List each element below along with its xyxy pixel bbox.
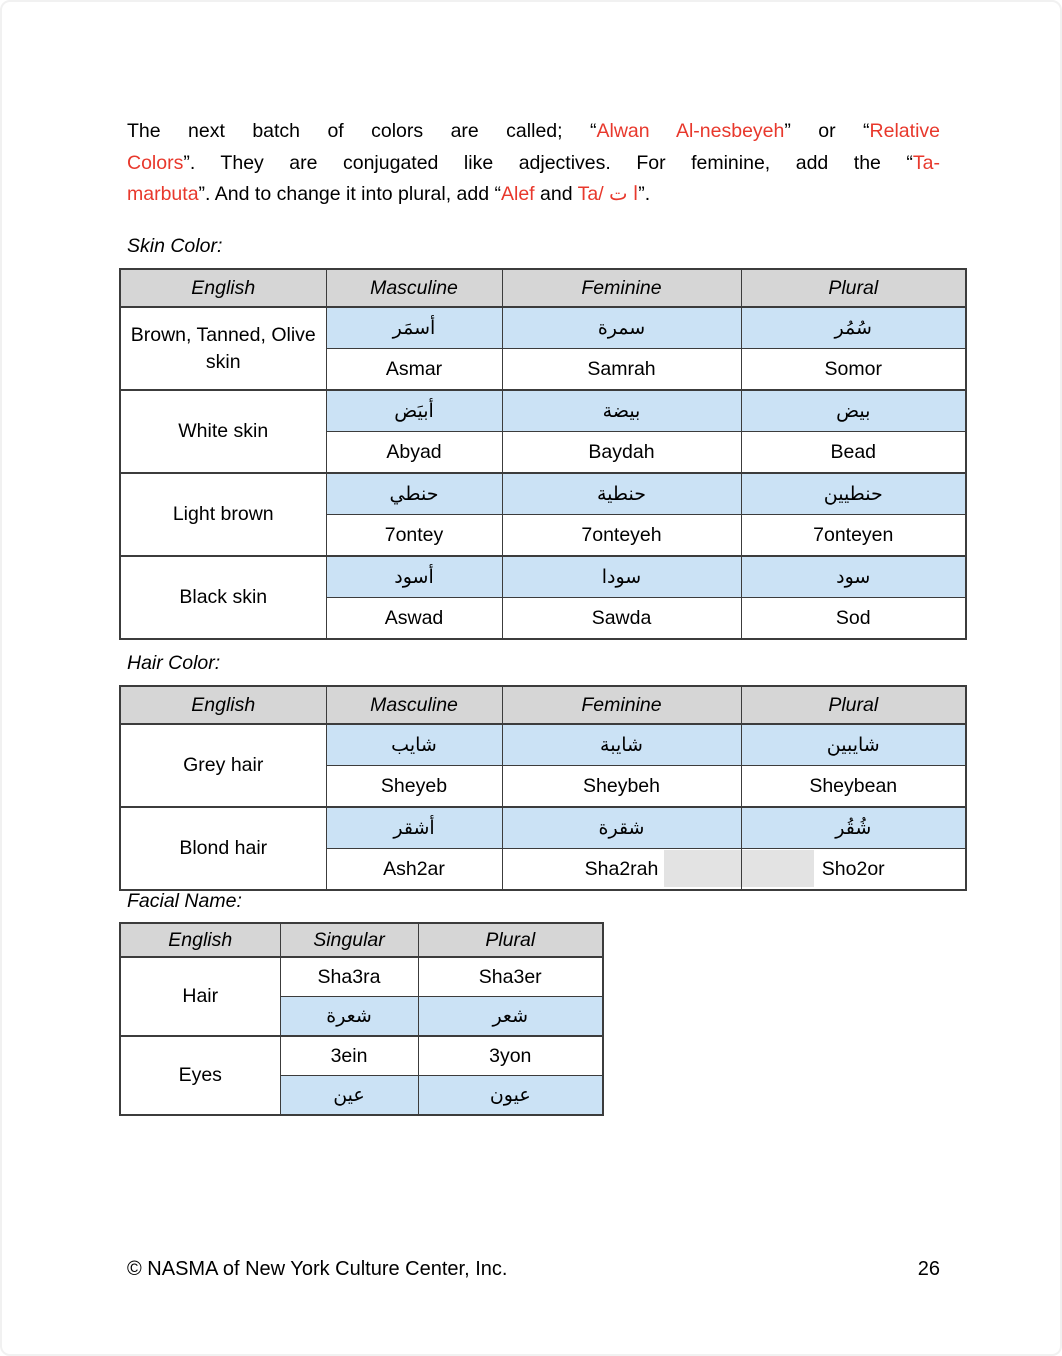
- highlighted-term: Alef: [501, 183, 535, 205]
- highlighted-term: Ta-: [912, 151, 940, 174]
- highlighted-term: Alwan Al-nesbeyeh: [596, 120, 785, 142]
- table-row: [120, 807, 966, 849]
- cell-translit: Sod: [741, 598, 966, 640]
- cell-arabic: حنطيين: [741, 473, 966, 515]
- cell-translit: 3ein: [280, 1036, 418, 1076]
- paragraph-text: and: [534, 183, 578, 205]
- highlighted-term: Ta/ ا ت: [577, 183, 639, 205]
- highlighted-term: marbuta: [127, 183, 199, 205]
- paragraph-text: ” or “: [784, 120, 870, 142]
- footer-page-number: 26: [917, 1258, 940, 1280]
- paragraph-line: [127, 179, 940, 211]
- cell-translit: Sheybean: [741, 766, 966, 808]
- paragraph-text: ”.: [638, 183, 651, 205]
- column-header-singular: Singular: [280, 923, 418, 957]
- cell-arabic: شُقُر: [741, 807, 966, 849]
- cell-arabic: بيض: [741, 390, 966, 432]
- cell-arabic: حنطية: [502, 473, 741, 515]
- cell-translit: 7onteyeh: [502, 515, 741, 557]
- paragraph-text: ”. They are conjugated like adjectives. For feminine, add the “: [183, 151, 913, 174]
- cell-arabic: سمرة: [502, 307, 741, 349]
- table-row: [120, 556, 966, 598]
- cell-english: White skin: [120, 390, 326, 473]
- paragraph-line: [127, 116, 940, 148]
- table-row: [120, 473, 966, 515]
- cell-translit: 7onteyen: [741, 515, 966, 557]
- cell-english: Hair: [120, 957, 280, 1036]
- cell-translit: [741, 849, 966, 891]
- cell-translit: Samrah: [502, 349, 741, 391]
- table-row: [120, 1036, 603, 1076]
- cell-translit: Sheyeb: [326, 766, 502, 808]
- paragraph-text: ”. And to change it into plural, add “: [198, 183, 501, 205]
- highlighted-term: Relative: [869, 120, 940, 142]
- facial-name-label: Facial Name:: [127, 890, 242, 912]
- cell-arabic: شعرة: [280, 997, 418, 1037]
- table-row: [120, 390, 966, 432]
- column-header-plural: Plural: [741, 686, 966, 724]
- cell-translit-text: Sho2or: [821, 857, 885, 880]
- column-header-feminine: Feminine: [502, 686, 741, 724]
- hair-color-table: [119, 685, 967, 891]
- cell-translit: Ash2ar: [326, 849, 502, 891]
- cell-translit: 7ontey: [326, 515, 502, 557]
- cell-translit: Asmar: [326, 349, 502, 391]
- cell-translit: Sheybeh: [502, 766, 741, 808]
- table-header-row: [120, 923, 603, 957]
- cell-arabic: شقرة: [502, 807, 741, 849]
- cell-english: Eyes: [120, 1036, 280, 1115]
- cell-translit-text: Sha2rah: [584, 857, 659, 880]
- table-row: [120, 307, 966, 349]
- cell-english: Black skin: [120, 556, 326, 639]
- cell-arabic: أشقر: [326, 807, 502, 849]
- column-header-english: English: [120, 686, 326, 724]
- column-header-masculine: Masculine: [326, 686, 502, 724]
- cell-arabic: عيون: [418, 1076, 603, 1116]
- cell-translit: Sha3ra: [280, 957, 418, 997]
- table-header-row: [120, 686, 966, 724]
- facial-name-table: [119, 922, 604, 1116]
- cell-arabic: أسود: [326, 556, 502, 598]
- paragraph-line: [127, 148, 940, 180]
- column-header-plural: Plural: [418, 923, 603, 957]
- footer-copyright: © NASMA of New York Culture Center, Inc.: [127, 1258, 508, 1280]
- column-header-feminine: Feminine: [502, 269, 741, 307]
- page-footer: [127, 1258, 940, 1281]
- cell-english: Light brown: [120, 473, 326, 556]
- column-header-english: English: [120, 269, 326, 307]
- highlighted-term: Colors: [127, 151, 184, 174]
- hair-color-label: Hair Color:: [127, 652, 221, 674]
- cell-translit: Sha3er: [418, 957, 603, 997]
- cell-arabic: أسمَر: [326, 307, 502, 349]
- cell-arabic: سُمُر: [741, 307, 966, 349]
- cell-arabic: شعر: [418, 997, 603, 1037]
- highlight-block: [664, 850, 741, 887]
- highlight-block: [742, 850, 814, 887]
- cell-translit: [502, 849, 741, 891]
- skin-color-label: Skin Color:: [127, 235, 223, 257]
- cell-arabic: أبيَض: [326, 390, 502, 432]
- cell-arabic: شايب: [326, 724, 502, 766]
- table-row: [120, 957, 603, 997]
- column-header-masculine: Masculine: [326, 269, 502, 307]
- cell-arabic: حنطي: [326, 473, 502, 515]
- table-header-row: [120, 269, 966, 307]
- cell-translit: Baydah: [502, 432, 741, 474]
- cell-arabic: سود: [741, 556, 966, 598]
- skin-color-table: [119, 268, 967, 640]
- cell-arabic: شايبين: [741, 724, 966, 766]
- intro-paragraph: [127, 116, 940, 211]
- cell-english: Brown, Tanned, Olive skin: [120, 307, 326, 390]
- cell-translit: 3yon: [418, 1036, 603, 1076]
- cell-translit: Abyad: [326, 432, 502, 474]
- cell-translit: Bead: [741, 432, 966, 474]
- cell-arabic: عين: [280, 1076, 418, 1116]
- cell-translit: Somor: [741, 349, 966, 391]
- cell-arabic: سودا: [502, 556, 741, 598]
- cell-translit: Sawda: [502, 598, 741, 640]
- column-header-english: English: [120, 923, 280, 957]
- cell-translit: Aswad: [326, 598, 502, 640]
- column-header-plural: Plural: [741, 269, 966, 307]
- cell-english: Grey hair: [120, 724, 326, 807]
- cell-arabic: بيضة: [502, 390, 741, 432]
- table-row: [120, 724, 966, 766]
- cell-english: Blond hair: [120, 807, 326, 890]
- paragraph-text: The next batch of colors are called; “: [127, 120, 597, 142]
- cell-arabic: شايبة: [502, 724, 741, 766]
